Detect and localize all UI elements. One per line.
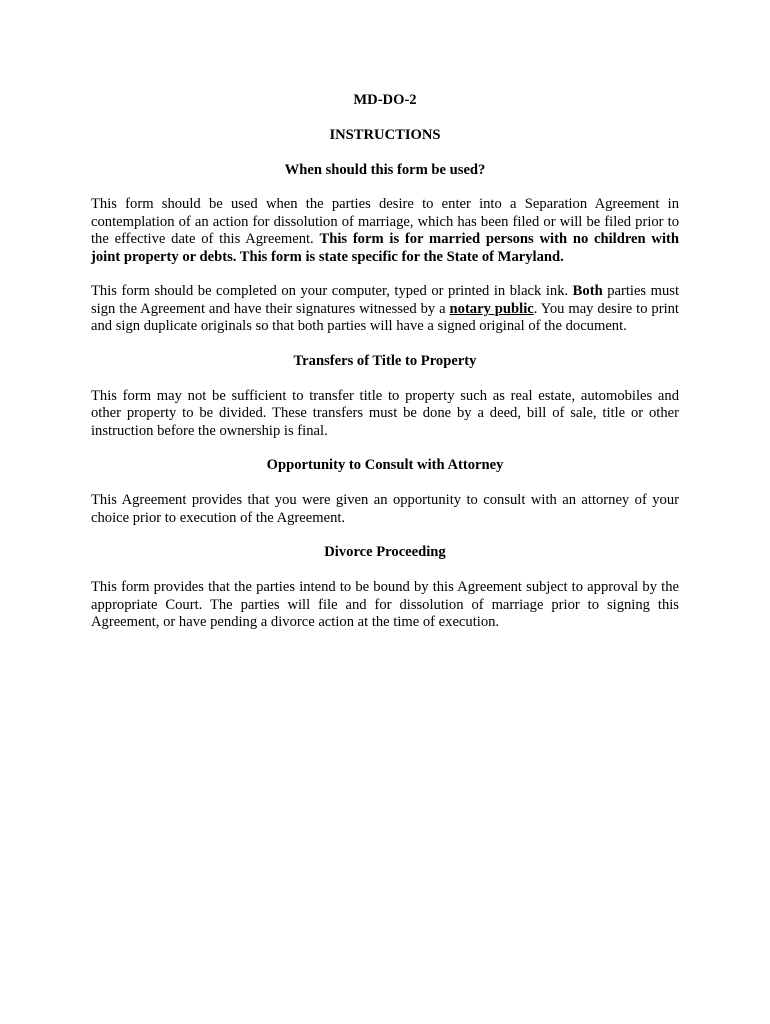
paragraph-completion-text-b: parties must sign the Agreement and have their signatures witnessed by a (91, 283, 679, 317)
paragraph-when-text: This form should be used when the parties desire to enter into a Separation Agreement in contemplation of an action for dissolution of marriage, which has been filed or will be filed prior to the effective date of this Agreement. (91, 196, 679, 248)
paragraph-completion-text-a: This form should be completed on your computer, typed or printed in black ink. (91, 283, 573, 300)
paragraph-when-bold: This form is for married persons with no children with joint property or debts. This form is state specific for the State of Maryland. (91, 231, 679, 265)
section-heading-attorney: Opportunity to Consult with Attorney (266, 457, 504, 474)
paragraph-when-used (91, 196, 679, 266)
notary-public-term: notary public (449, 300, 534, 317)
section-heading-transfers: Transfers of Title to Property (293, 353, 477, 370)
document-page (91, 92, 679, 649)
instructions-title: INSTRUCTIONS (329, 126, 441, 143)
paragraph-completion (91, 283, 679, 335)
section-heading-divorce: Divorce Proceeding (324, 544, 446, 561)
paragraph-completion-both: Both (572, 283, 603, 300)
form-id: MD-DO-2 (353, 92, 417, 108)
paragraph-transfers: This form may not be sufficient to transfer title to property such as real estate, automobiles and other property to be divided. These transfers must be done by a deed, bill of sale, title or other instruction before the ownership is final. (91, 387, 679, 439)
paragraph-completion-text-c: . You may desire to print and sign duplicate originals so that both parties will have a signed original of the document. (91, 300, 679, 335)
section-heading-when: When should this form be used? (284, 161, 486, 178)
paragraph-divorce: This form provides that the parties intend to be bound by this Agreement subject to approval by the appropriate Court. The parties will file and for dissolution of marriage prior to signing this Agreement, or have pending a divorce action at the time of execution. (91, 579, 679, 631)
paragraph-attorney: This Agreement provides that you were given an opportunity to consult with an attorney of your choice prior to execution of the Agreement. (91, 492, 679, 526)
